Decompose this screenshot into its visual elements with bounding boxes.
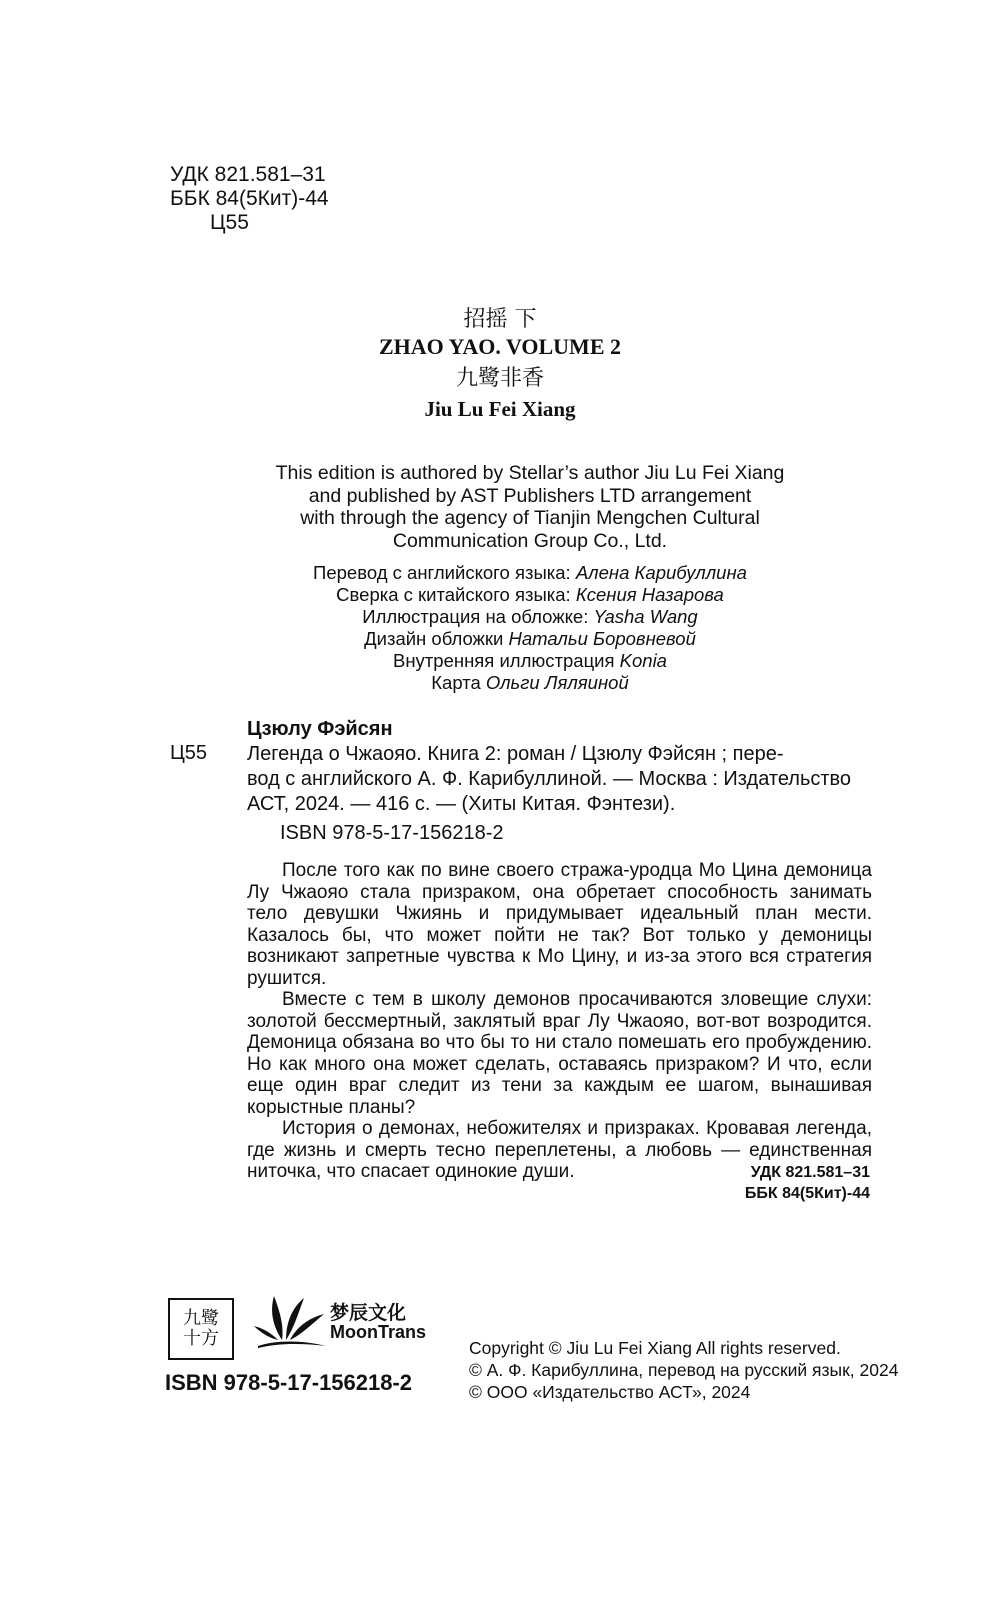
annotation-paragraph: После того как по вине своего стража-уродца Мо Цина демоница Лу Чжаояо стала призраком, она обретает способность занимать тело девушки Чжиянь и придумывает идеальный план мести. Казалось бы, что может пойти не так? Вот только у демоницы возникают запретные чувства к Мо Цину, и из-за этого вся стратегия рушится. <box>247 860 872 989</box>
bbk-code-bottom: ББК 84(5Кит)-44 <box>744 1185 870 1202</box>
credit-line: Карта Ольги Ляляиной <box>431 672 629 693</box>
annotation-paragraph: История о демонах, небожителях и призраках. Кровавая легенда, где жизнь и смерть тесно переплетены, а любовь — единственная ниточка, что спасает одинокие души. <box>247 1118 872 1182</box>
license-line: with through the agency of Tianjin Mengchen Cultural <box>300 507 760 529</box>
author-english: Jiu Lu Fei Xiang <box>424 397 576 421</box>
annotation-paragraph: Вместе с тем в школу демонов просачиваются зловещие слухи: золотой бессмертный, заклятый враг Лу Чжаояо, вот-вот возродится. Демоница обязана во что бы то ни стало помешать его пробуждению. Но как много она может сделать, оставаясь призраком? И что, если еще один враг следит из тени за каждым ее шагом, вынашивая корыстные планы? <box>247 989 872 1118</box>
bib-line: Легенда о Чжаояо. Книга 2: роман / Цзюлу Фэйсян ; пере- <box>247 743 784 765</box>
jiulu-logo <box>168 1298 234 1360</box>
bib-line: вод с английского А. Ф. Карибуллиной. — Москва : Издательство <box>247 768 852 790</box>
title-english: ZHAO YAO. VOLUME 2 <box>379 334 621 359</box>
title-chinese: 招摇 下 <box>463 307 537 332</box>
copyright-line: © А. Ф. Карибуллина, перевод на русский язык, 2024 <box>469 1360 899 1380</box>
bib-code: Ц55 <box>170 742 208 764</box>
credit-line: Сверка с китайского языка: Ксения Назарова <box>336 584 724 605</box>
license-line: and published by AST Publishers LTD arrangement <box>308 484 752 507</box>
jiulu-logo-text: 九鹭十方 <box>183 1308 219 1349</box>
author-chinese: 九鹭非香 <box>455 366 544 391</box>
udk-code: УДК 821.581–31 <box>170 163 326 186</box>
credit-line: Перевод с английского языка: Алена Карибуллина <box>313 562 747 583</box>
credits <box>260 562 800 694</box>
copyright-block <box>469 1337 898 1403</box>
license-text <box>260 462 800 552</box>
annotation <box>247 860 872 1183</box>
bbk-code: ББК 84(5Кит)-44 <box>170 187 329 210</box>
bib-isbn: ISBN 978-5-17-156218-2 <box>280 822 504 844</box>
credit-line: Внутренняя иллюстрация Konia <box>393 650 667 671</box>
udk-code-bottom: УДК 821.581–31 <box>750 1164 870 1181</box>
bottom-codes <box>720 1162 870 1204</box>
license-line: This edition is authored by Stellar’s author Jiu Lu Fei Xiang <box>275 462 785 484</box>
copyright-line: © ООО «Издательство АСТ», 2024 <box>469 1382 751 1402</box>
author-mark: Ц55 <box>210 211 249 234</box>
copyright-line: Copyright © Jiu Lu Fei Xiang All rights reserved. <box>469 1338 841 1358</box>
credit-line: Иллюстрация на обложке: Yasha Wang <box>362 606 698 627</box>
credit-line: Дизайн обложки Натальи Боровневой <box>364 628 696 649</box>
classification-block <box>170 163 329 235</box>
bib-description <box>247 742 872 817</box>
moontrans-cn: 梦辰文化 <box>330 1302 407 1324</box>
moontrans-leaf-icon <box>252 1290 332 1352</box>
moontrans-en: MoonTrans <box>330 1322 427 1342</box>
bib-line: АСТ, 2024. — 416 с. — (Хиты Китая. Фэнтези). <box>247 793 676 815</box>
license-line: Communication Group Co., Ltd. <box>392 529 668 552</box>
bib-author: Цзюлу Фэйсян <box>247 718 393 740</box>
isbn-footer: ISBN 978-5-17-156218-2 <box>165 1370 413 1395</box>
